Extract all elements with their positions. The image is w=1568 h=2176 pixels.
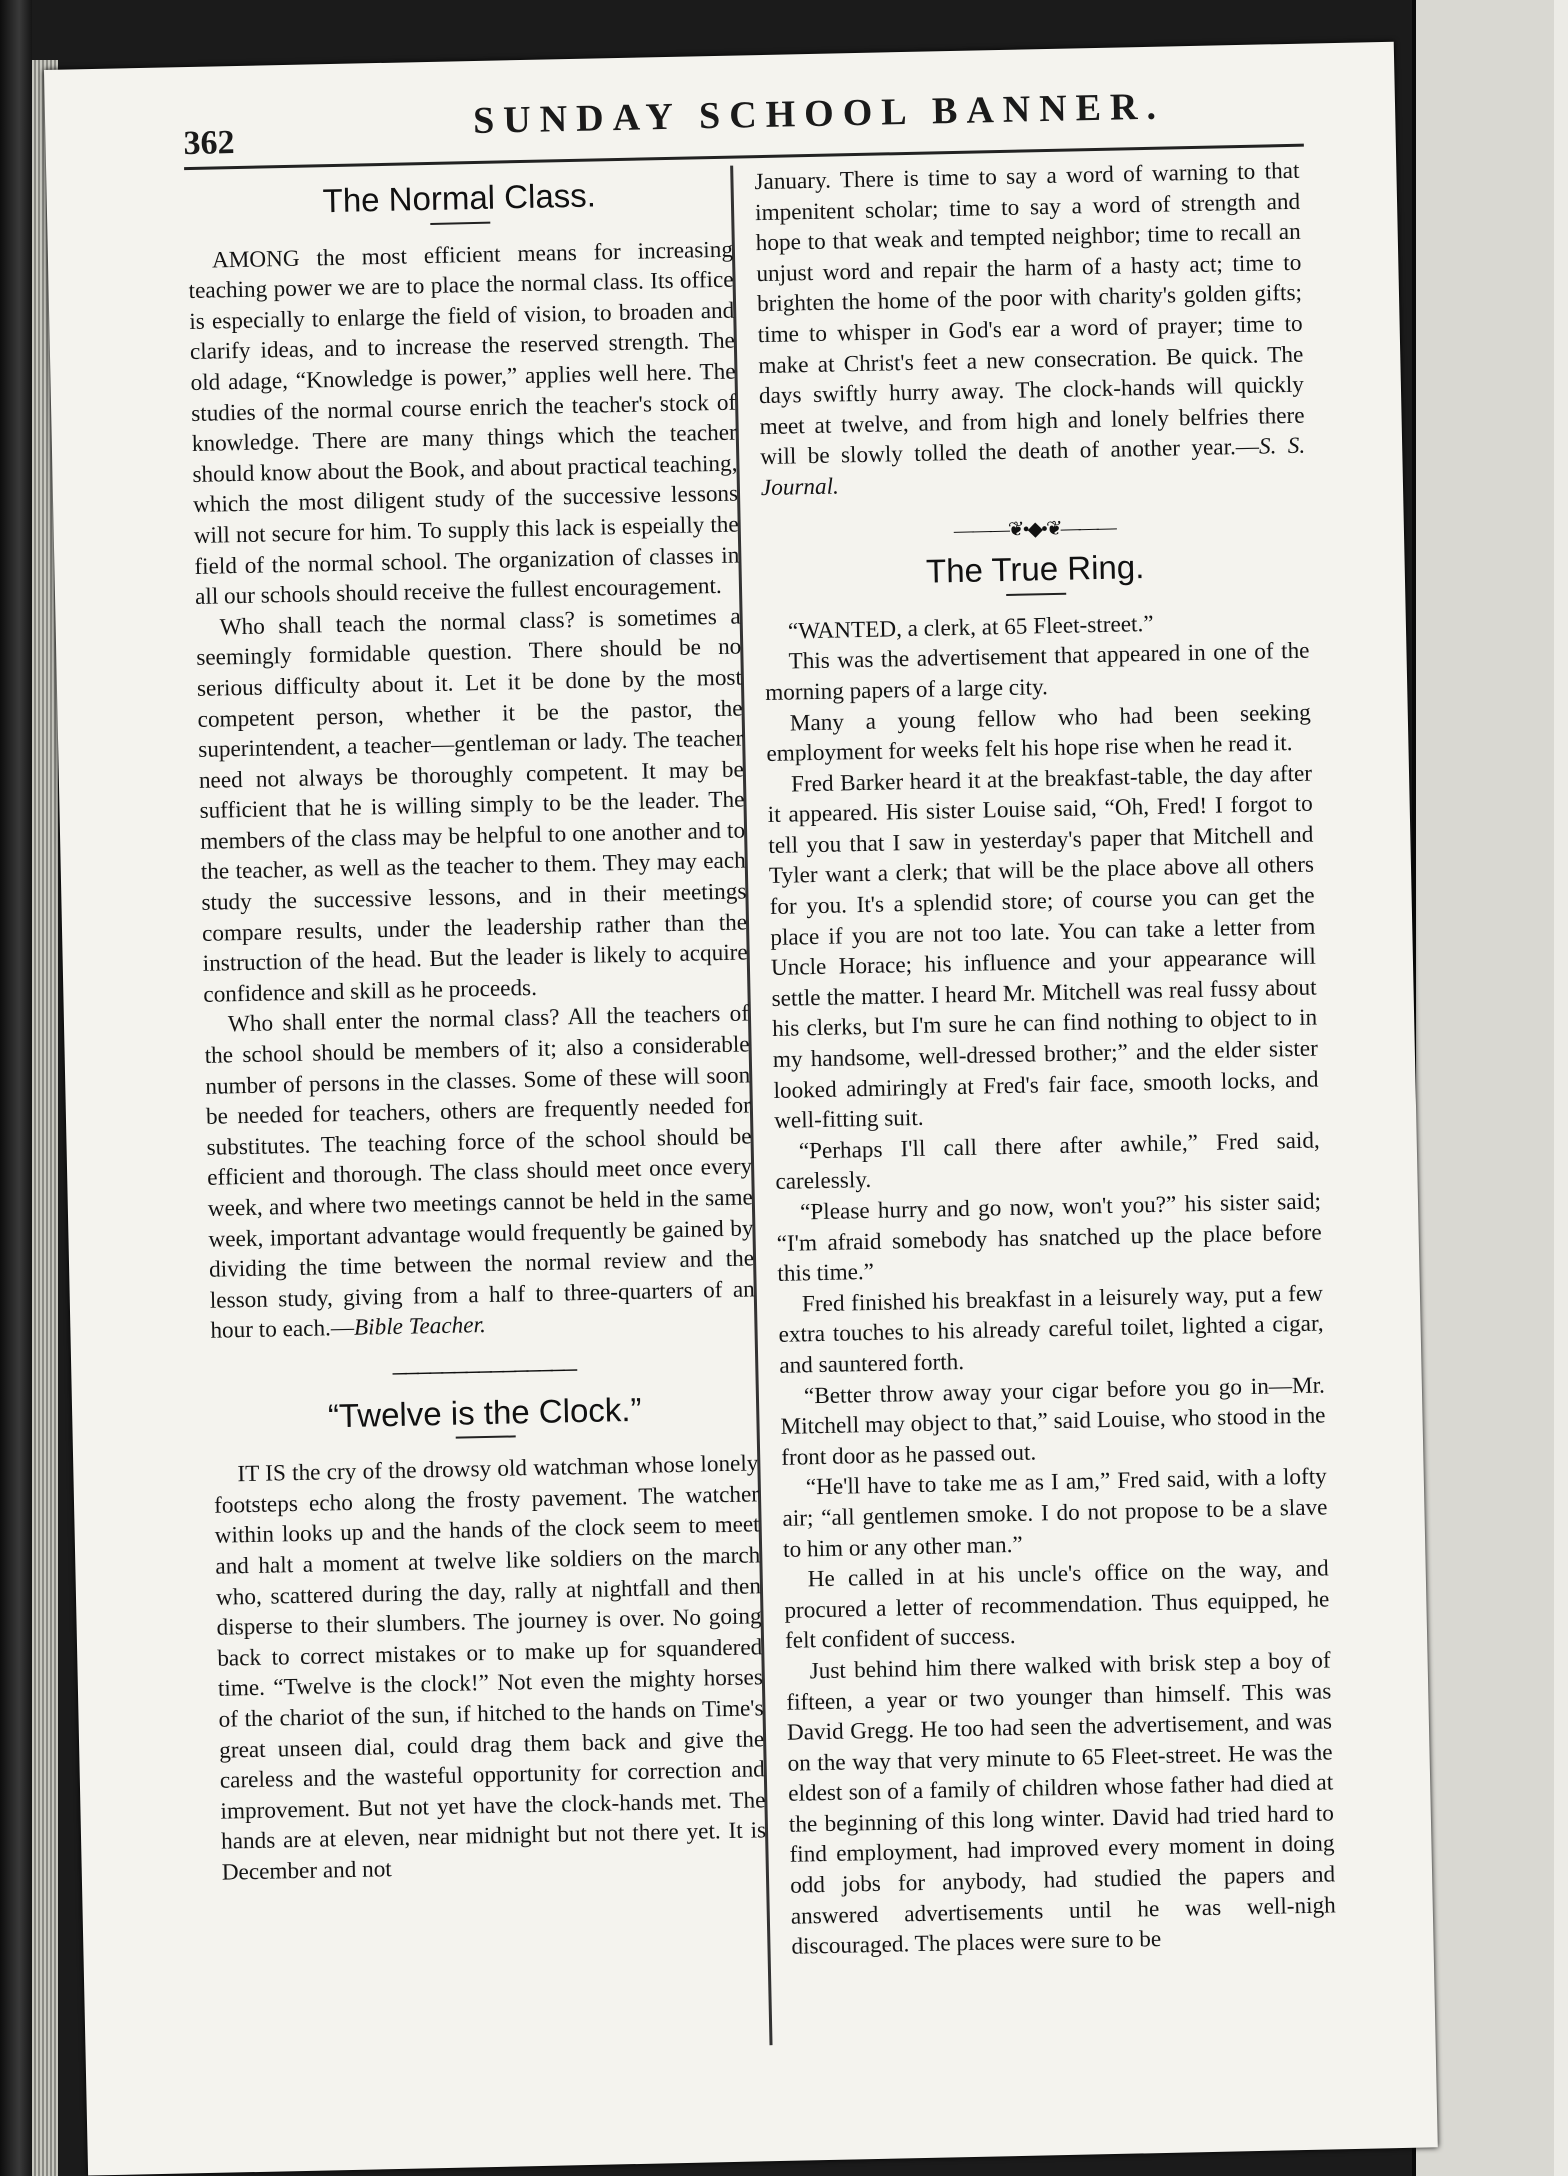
title-rule (455, 1436, 515, 1439)
paragraph-text: Who shall enter the normal class? All the teachers of the school should be members of it; also a considerable number of persons in the classes. Some of these will soon be needed for teachers, others are frequently needed for substitutes. The teaching force of the school should be efficient and thorough. The class should meet once every week, and where two meetings cannot be held in the same week, important advantage would frequently be gained by dividing the time between the normal review and the lesson study, giving from a half to three-quarters of an hour to each.— (204, 1000, 755, 1345)
book-binding (0, 0, 32, 2176)
paragraph: IT IS the cry of the drowsy old watchman whose lonely footsteps echo along the frosty pavement. The watcher within looks up and the hands of the clock seem to meet and halt a moment at twelve like soldiers on the march who, scattered during the day, rally at nightfall and then disperse to their slumbers. The journey is over. No going back to correct mistakes or to make up for squandered time. “Twelve is the clock!” Not even the mighty horses of the chariot of the sun, if hitched to the hands on Time's great unseen dial, could drag them back and give the careless and the wasteful opportunity for correction and improvement. But not yet have the clock-hands met. The hands are at eleven, near midnight but not there yet. It is December and not (213, 1450, 767, 1886)
article-title-normal-class: The Normal Class. (322, 176, 597, 220)
paragraph: Fred finished his breakfast in a leisurely way, put a few extra touches to his already careful toilet, lighted a cigar, and sauntered forth. (778, 1280, 1324, 1379)
paragraph: Just behind him there walked with brisk step a boy of fifteen, a year or two younger than himself. This was David Gregg. He too had seen the advertisement, and was on the way that very minute to 65 Fleet-street. He was the eldest son of a family of children whose father had died at the beginning of this long winter. David had tried hard to find employment, had improved every moment in doing odd jobs for anybody, had studied the papers and answered advertisements until he was well-nigh discouraged. The places were sure to be (786, 1647, 1336, 1961)
book-page (44, 42, 1438, 2176)
paragraph: AMONG the most efficient means for increasing teaching power we are to place the normal class. Its office is especially to enlarge the field of vision, to broaden and clarify ideas, and to increase the reserved strength. The old adage, “Knowledge is power,” applies well here. The studies of the normal course enrich the teacher's stock of knowledge. There are many things which the teacher should know about the Book, and about practical teaching, which the most diligent study of the successive lessons will not secure for him. To supply this lack is espeially the field of the normal school. The organization of classes in all our schools should receive the fullest encouragement. (188, 236, 740, 611)
paragraph: Many a young fellow who had been seeking employment for weeks felt his hope rise when he read it. (766, 699, 1311, 768)
paragraph (754, 156, 1306, 504)
right-column (754, 156, 1336, 1963)
paragraph: He called in at his uncle's office on the way, and procured a letter of recommendation. Thus equipped, he felt confident of success. (784, 1555, 1330, 1655)
paragraph: “Please hurry and go now, won't you?” his sister said; “I'm afraid somebody has snatched up the place before this time.” (776, 1188, 1322, 1288)
paragraph: “Perhaps I'll call there after awhile,” Fred said, carelessly. (775, 1127, 1320, 1196)
running-title: SUNDAY SCHOOL BANNER. (472, 85, 1166, 143)
paragraph: Fred Barker heard it at the breakfast-table, the day after it appeared. His sister Louise said, “Oh, Fred! I forgot to tell you that I saw in yesterday's paper that Mitchell and Tyler want a clerk; that will be the place above all others for you. It's a splendid store; of course you can get the place if you are not too late. You can take a letter from Uncle Horace; his influence and your appearance will settle the matter. I heard Mr. Mitchell was real fussy about his clerks, but I'm sure he can find nothing to object to in my handsome, well-dressed brother;” and the elder sister looked admiringly at Fred's fair face, smooth locks, and well-fitting suit. (767, 760, 1319, 1135)
paragraph: “WANTED, a clerk, at 65 Fleet-street.” (787, 610, 1154, 645)
source-credit: S. S. Journal. (760, 433, 1306, 502)
article-title-true-ring: The True Ring. (925, 548, 1145, 590)
paragraph: This was the advertisement that appeared in one of the morning papers of a large city. (764, 637, 1310, 706)
article-title-twelve-clock: “Twelve is the Clock.” (327, 1390, 642, 1434)
paragraph: Who shall teach the normal class? is sometimes a seemingly formidable question. There should be no serious difficulty about it. Let it be done by the most competent person, whether it be the pastor, the superintendent, a teacher—gentleman or lady. The teacher need not always be thoroughly competent. It may be sufficient that he is willing simply to be the leader. The members of the class may be helpful to one another and to the teacher, as well as the teacher to them. They may each study the successive lessons, and in their meetings compare results, under the leadership rather than the instruction of the head. But the leader is likely to acquire confidence and skill as he proceeds. (196, 603, 748, 1008)
left-column (186, 168, 767, 1889)
title-rule (1006, 592, 1066, 595)
facing-page-edge (1412, 0, 1568, 2176)
ornamental-divider: ———❦•◆•❦——— (953, 516, 1115, 542)
paragraph-text: January. There is time to say a word of warning to that impenitent scholar; time to say a word of strength and hope to that weak and tempted neighbor; time to recall an unjust word and repair the harm of a hasty act; time to brighten the home of the poor with charity's golden gifts; time to whisper in God's ear a word of prayer; time to make at Christ's feet a new consecration. Be quick. The days swiftly hurry away. The clock-hands will quickly meet at twelve, and from high and lonely belfries there will be slowly tolled the death of another year.— (754, 157, 1305, 471)
page-number: 362 (183, 124, 235, 163)
source-credit: Bible Teacher. (353, 1312, 487, 1342)
title-rule (430, 221, 490, 224)
section-divider: ─────────────── (392, 1359, 576, 1385)
page-header (183, 82, 1304, 165)
facing-page-margin (1554, 0, 1568, 2176)
paragraph: “Better throw away your cigar before you go in—Mr. Mitchell may object to that,” said Louise, who stood in the front door as he passed out. (780, 1372, 1326, 1471)
paragraph: “He'll have to take me as I am,” Fred said, with a lofty air; “all gentlemen smoke. I do not propose to be a slave to him or any other man.” (782, 1463, 1328, 1563)
paragraph (204, 999, 756, 1347)
